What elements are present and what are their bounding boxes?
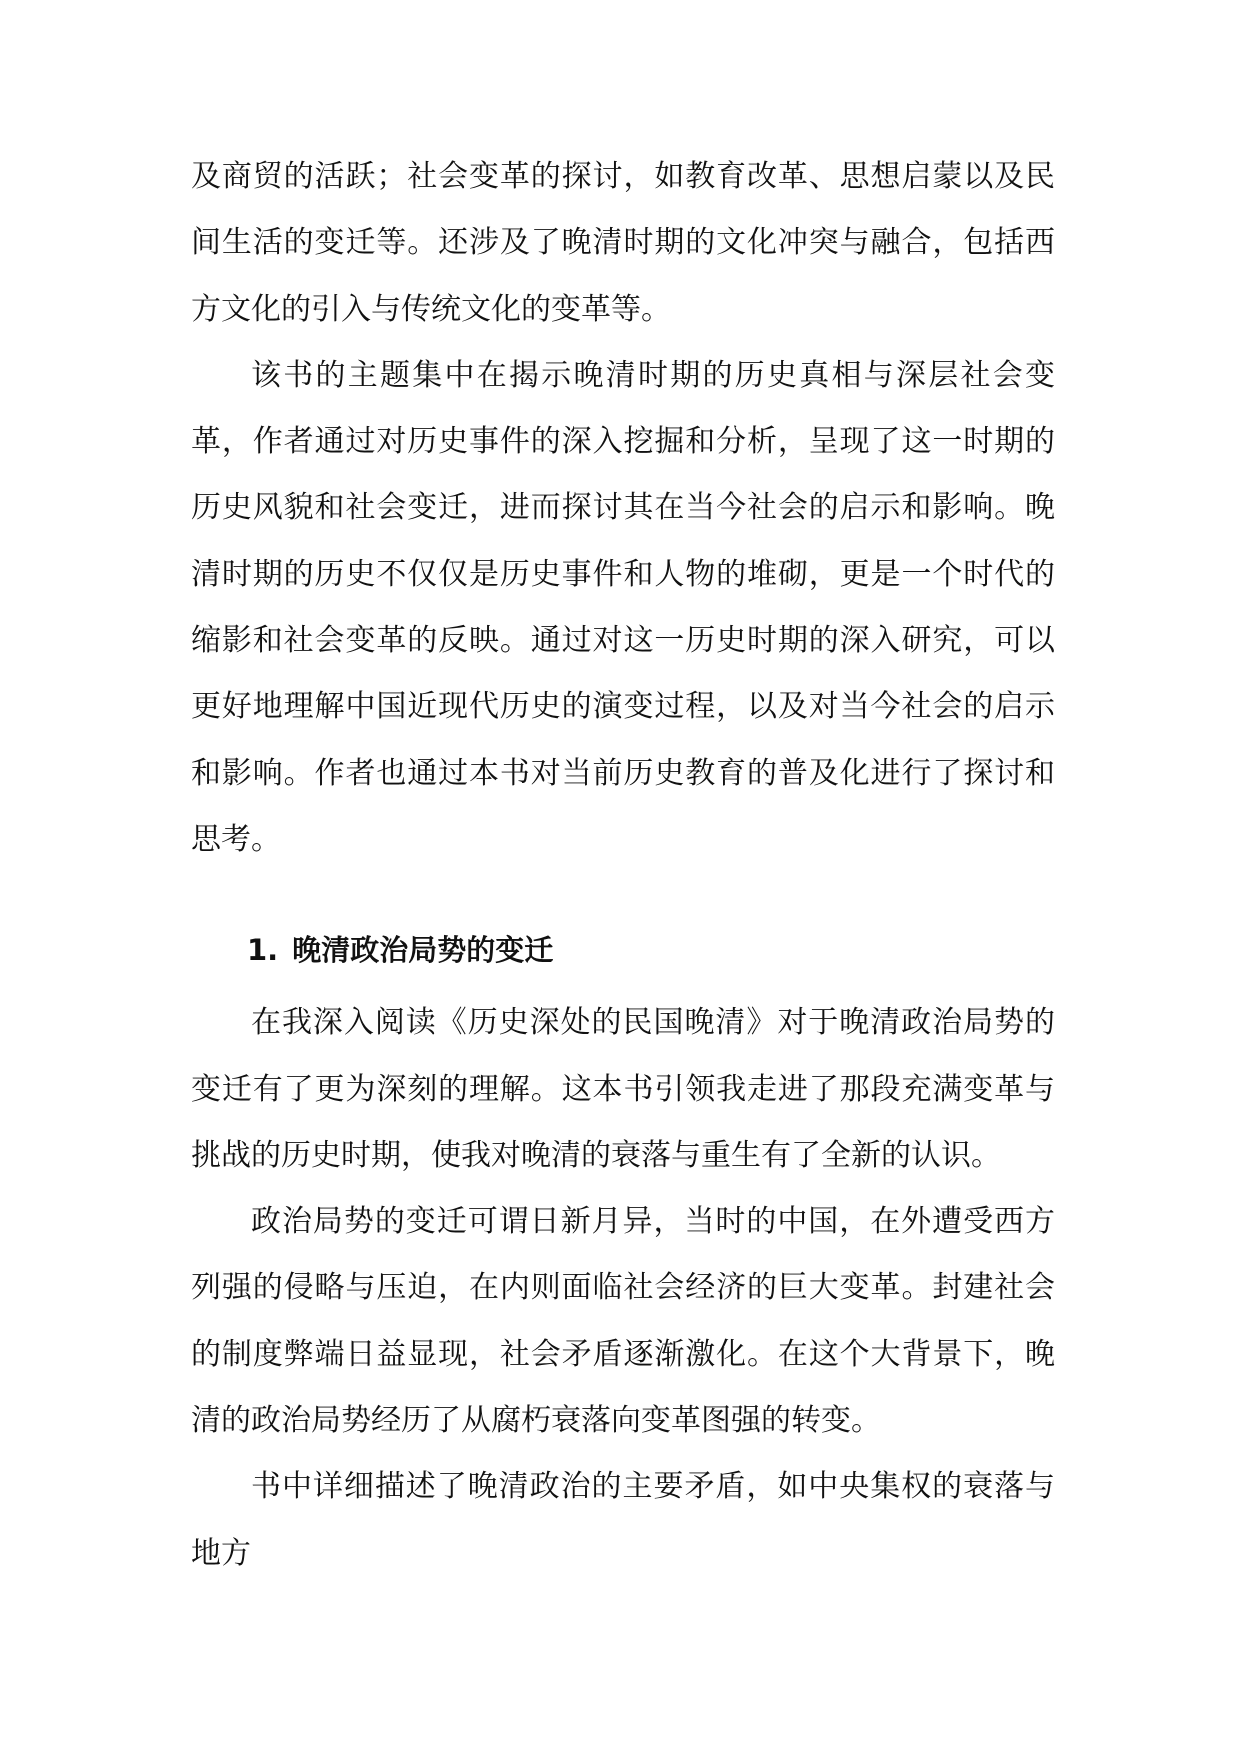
- section-heading: [191, 910, 1055, 990]
- paragraph-5: 书中详细描述了晚清政治的主要矛盾，如中央集权的衰落与地方: [191, 1469, 1055, 1571]
- paragraph-4: 政治局势的变迁可谓日新月异，当时的中国，在外遭受西方列强的侵略与压迫，在内则面临社会经济的巨大变革。封建社会的制度弊端日益显现，社会矛盾逐渐激化。在这个大背景下，晚清的政治局势经历了从腐朽衰落向变革图强的转变。: [191, 1204, 1055, 1439]
- paragraph-3: 在我深入阅读《历史深处的民国晚清》对于晚清政治局势的变迁有了更为深刻的理解。这本书引领我走进了那段充满变革与挑战的历史时期，使我对晚清的衰落与重生有了全新的认识。: [191, 1005, 1055, 1173]
- document-page: [191, 144, 1055, 1587]
- section-title: 晚清政治局势的变迁: [292, 933, 554, 968]
- section-number: 1.: [247, 933, 279, 968]
- paragraph-2: 该书的主题集中在揭示晚清时期的历史真相与深层社会变革，作者通过对历史事件的深入挖掘和分析，呈现了这一时期的历史风貌和社会变迁，进而探讨其在当今社会的启示和影响。晚清时期的历史不仅仅是历史事件和人物的堆砌，更是一个时代的缩影和社会变革的反映。通过对这一历史时期的深入研究，可以更好地理解中国近现代历史的演变过程，以及对当今社会的启示和影响。作者也通过本书对当前历史教育的普及化进行了探讨和思考。: [191, 357, 1055, 857]
- paragraph-1: 及商贸的活跃；社会变革的探讨，如教育改革、思想启蒙以及民间生活的变迁等。还涉及了晚清时期的文化冲突与融合，包括西方文化的引入与传统文化的变革等。: [191, 159, 1055, 327]
